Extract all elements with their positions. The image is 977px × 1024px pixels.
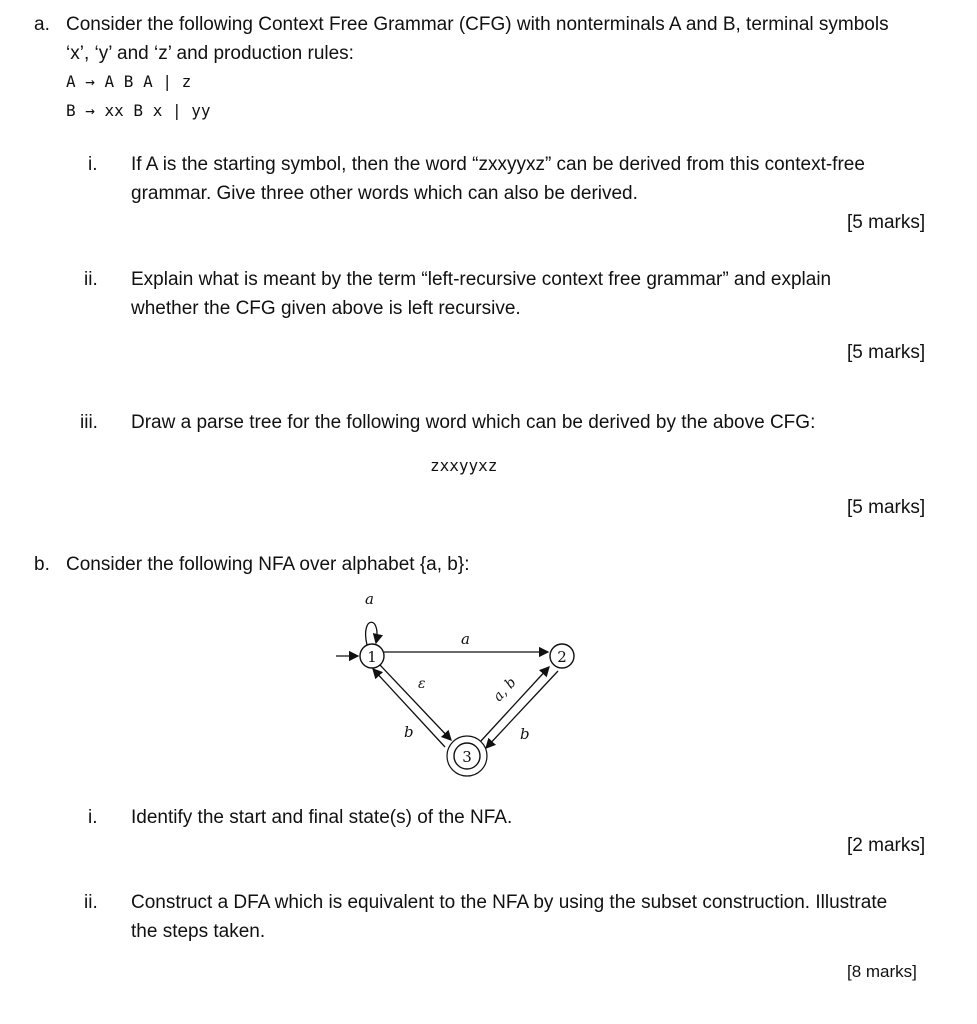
state-2-label: 2 <box>557 648 567 666</box>
question-a-iii-line1: Draw a parse tree for the following word which can be derived by the above CFG: <box>131 412 816 433</box>
question-a-i-number: i. <box>88 154 98 175</box>
edge-self-loop-1 <box>366 622 377 645</box>
part-a-intro-line1: Consider the following Context Free Grammar (CFG) with nonterminals A and B, terminal symbols <box>66 14 889 35</box>
state-1-label: 1 <box>367 648 377 666</box>
question-b-ii-line2: the steps taken. <box>131 921 266 942</box>
question-a-iii-marks: [5 marks] <box>847 497 926 518</box>
question-b-ii-line1: Construct a DFA which is equivalent to the NFA by using the subset construction. Illustrate <box>131 892 888 913</box>
edge-1-3 <box>380 665 451 740</box>
question-b-i-marks: [2 marks] <box>847 835 926 856</box>
production-rule-b: B → xx B x | yy <box>66 101 211 120</box>
part-b-label: b. <box>34 554 50 575</box>
state-3-label: 3 <box>462 748 472 766</box>
question-a-iii-number: iii. <box>80 412 98 433</box>
parse-tree-word: zxxyyxz <box>430 456 498 475</box>
edge-label-3-1: b <box>404 723 414 741</box>
question-b-ii-number: ii. <box>84 892 98 913</box>
question-a-i-line2: grammar. Give three other words which can also be derived. <box>131 183 638 204</box>
part-a-label: a. <box>34 14 50 35</box>
edge-label-self-loop-1: a <box>365 590 374 608</box>
edge-label-2-3: b <box>520 725 530 743</box>
edge-label-1-2: a <box>461 630 470 648</box>
question-a-ii-number: ii. <box>84 269 98 290</box>
question-a-ii-marks: [5 marks] <box>847 342 926 363</box>
production-rule-a: A → A B A | z <box>66 72 192 91</box>
edge-3-2 <box>480 667 549 742</box>
edge-label-1-3: ε <box>418 676 426 692</box>
edge-label-3-2: a, b <box>490 674 520 705</box>
question-a-i-line1: If A is the starting symbol, then the word “zxxyyxz” can be derived from this context-free <box>131 154 865 175</box>
part-a-intro-line2: ‘x’, ‘y’ and ‘z’ and production rules: <box>66 43 354 64</box>
question-a-i-marks: [5 marks] <box>847 212 926 233</box>
question-b-i-number: i. <box>88 807 98 828</box>
question-a-ii-line1: Explain what is meant by the term “left-recursive context free grammar” and explain <box>131 269 832 290</box>
question-b-i-line1: Identify the start and final state(s) of the NFA. <box>131 807 513 828</box>
part-b-intro: Consider the following NFA over alphabet {a, b}: <box>66 554 470 575</box>
question-b-ii-marks: [8 marks] <box>847 962 917 981</box>
question-a-ii-line2: whether the CFG given above is left recursive. <box>131 298 521 319</box>
nfa-diagram <box>320 585 600 785</box>
